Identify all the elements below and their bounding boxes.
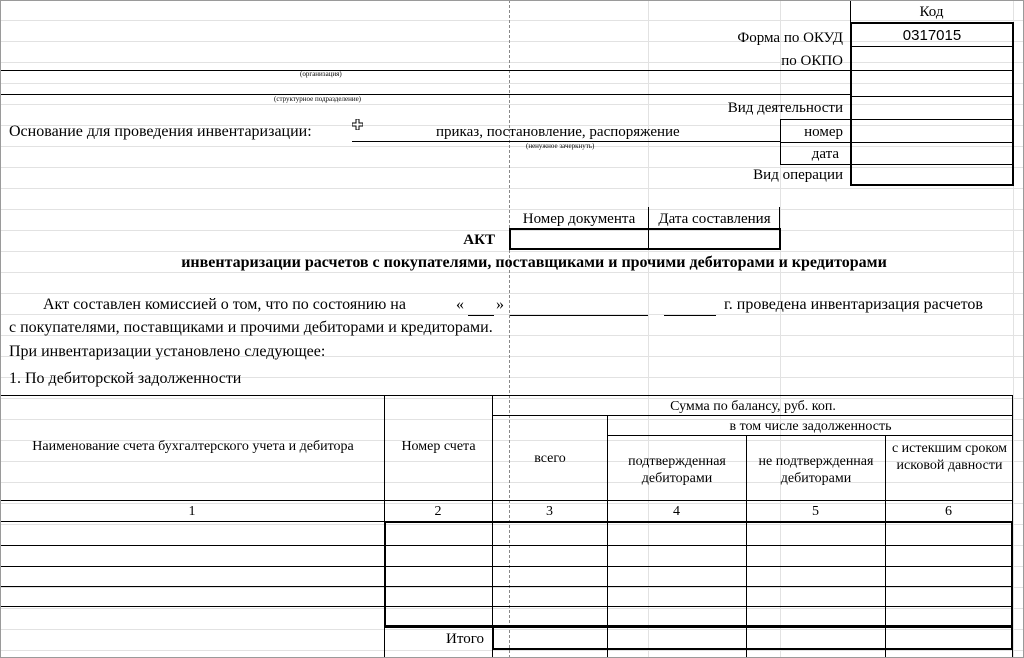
operation-label: Вид операции [753,167,843,183]
year-field[interactable] [664,315,716,316]
akt-label: АКТ [463,232,495,248]
divider [851,96,1013,97]
col-number: 6 [945,504,952,519]
code-header: Код [919,4,944,20]
basis-label: Основание для проведения инвентаризации: [9,123,312,140]
basis-hint: (ненужное зачеркнуть) [526,142,595,150]
col-header-expired: с истекшим сроком исковой давности [891,441,1008,473]
quote-close: » [496,296,504,313]
col-number: 1 [188,504,196,519]
col-header-total: всего [534,451,566,466]
divider [779,207,780,229]
divider [851,46,1013,47]
col-number: 5 [812,504,819,519]
divider [850,0,851,22]
divider [607,435,1013,436]
doc-values-box [509,228,781,250]
okud-value[interactable]: 0317015 [902,27,962,44]
cell-cursor-icon [352,119,363,130]
month-field[interactable] [510,315,648,316]
total-row-box[interactable] [492,626,1013,650]
body-line3: При инвентаризации установлено следующее: [9,343,326,360]
table-top-line [0,395,1013,396]
okpo-label: по ОКПО [781,53,843,69]
division-field[interactable] [0,94,850,95]
col-number: 3 [546,504,553,519]
activity-label: Вид деятельности [727,100,843,116]
doc-number-field[interactable] [648,229,649,250]
col-number: 2 [434,504,442,519]
organization-field[interactable] [0,70,850,71]
col-header-confirmed: подтвержденная дебиторами [628,454,726,486]
col-header-unconfirmed: не подтвержденная дебиторами [758,454,874,486]
number-label: номер [804,124,843,140]
divider [851,119,1013,120]
divider [851,70,1013,71]
day-field[interactable] [468,315,494,316]
body-line2: с покупателями, поставщиками и прочими дебиторами и кредиторами. [9,319,493,336]
body-line1-end: г. проведена инвентаризация расчетов [724,296,983,313]
total-label: Итого [446,631,484,647]
body-line1-start: Акт составлен комиссией о том, что по состоянию на [43,296,406,313]
basis-value[interactable]: приказ, постановление, распоряжение [436,124,680,140]
data-rows-box [384,521,1013,627]
col-header-account-number: Номер счета [401,439,476,454]
okud-label: Форма по ОКУД [737,30,843,46]
doc-number-header: Номер документа [522,211,636,227]
date-label: дата [811,146,839,162]
col-number: 4 [673,504,680,519]
divider [492,415,1013,416]
division-caption: (структурное подразделение) [274,95,362,103]
divider [648,207,649,229]
divider [0,500,1013,501]
section1-heading: 1. По дебиторской задолженности [9,370,242,387]
col-header-account-debtor: Наименование счета бухгалтерского учета и дебитора [32,439,354,454]
doc-date-header: Дата составления [658,211,771,227]
divider [384,521,386,627]
sum-header: Сумма по балансу, руб. коп. [670,399,836,414]
sub-header: в том числе задолженность [729,419,892,434]
doc-title: инвентаризации расчетов с покупателями, поставщиками и прочими дебиторами и кредиторами [181,254,887,271]
quote-open: « [456,296,464,313]
organization-caption: (организация) [300,70,342,78]
